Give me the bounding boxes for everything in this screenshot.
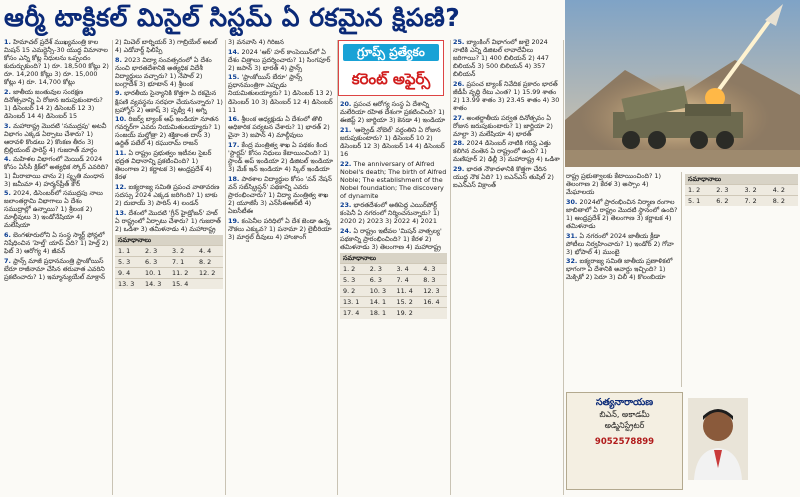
- question-number: 29.: [453, 165, 467, 174]
- author-box: [566, 392, 683, 490]
- author-name: సత్యనారాయణ: [595, 397, 654, 408]
- answer-cell: 1. 2: [685, 185, 713, 196]
- answer-key-title: సమాధానాలు: [115, 235, 223, 246]
- quiz-question: [115, 149, 223, 181]
- question-number: 28.: [453, 139, 467, 148]
- question-text: ఐక్యరాజ్య సమితి జాతీయ ప్రణాళికలో భాగంగా ఏ దేశానికి అవార్డు ఇచ్చింది? 1) మెక్సికో 2) పెరూ 3) చిలీ 4) కొలంబియా: [566, 257, 673, 282]
- quiz-question: [115, 38, 223, 54]
- quiz-question: [228, 48, 335, 72]
- quiz-question: [228, 217, 335, 241]
- quiz-question: [115, 56, 223, 88]
- quiz-question: [4, 231, 110, 255]
- answer-cell: 3. 4: [394, 264, 421, 275]
- question-number: 4.: [4, 155, 14, 164]
- answer-key-table: [340, 253, 447, 318]
- quiz-question: [340, 100, 447, 124]
- question-number: 23.: [340, 201, 354, 210]
- quiz-question: [566, 198, 678, 230]
- quiz-question: [4, 88, 110, 120]
- question-text: రిజర్వ్ బ్యాంక్ ఆఫ్ ఇండియా నూతన గవర్నర్‌గా ఎవరు నియమితులయ్యారు? 1) సంజయ్ మల్హోత్రా 2) శక్తికాంత దాస్ 3) ఉర్జిత్ పటేల్ 4) రఘురామ్ రాజన్: [115, 115, 221, 148]
- answer-cell: 1. 2: [340, 264, 367, 275]
- answer-cell: 11. 4: [394, 286, 421, 297]
- answer-cell: 2. 3: [142, 245, 169, 256]
- question-number: 25.: [453, 38, 467, 46]
- question-number: 18.: [228, 174, 242, 183]
- question-text: భారత నౌకాదళానికి కొత్తగా చేరిన యుద్ధ నౌక ఏది? 1) ఐఎన్ఎస్ తుషిల్ 2) ఐఎన్ఎస్ విక్రాంత్: [453, 165, 554, 190]
- answer-cell: [196, 278, 223, 289]
- author-phone: 9052578899: [594, 437, 655, 447]
- question-number: 32.: [566, 257, 580, 266]
- answer-cell: 6. 2: [713, 196, 741, 207]
- answer-cell: 3. 2: [169, 245, 196, 256]
- question-text: అంతర్జాతీయ పర్వత దినోత్సవం ఏ రోజున జరుపుకుంటారు? 1) జార్జియా 2) మాల్టా 3) మలేషియా 4) భారత్: [453, 113, 553, 138]
- quiz-question: [340, 227, 447, 251]
- question-text: కంపెనీల పరిధిలో ఏ దేశ జెండా ఉన్న నౌకలు ఎక్కువ? 1) పనామా 2) లైబీరియా 3) మార్షల్ దీవులు 4) హాంకాంగ్: [228, 216, 332, 241]
- question-text: 2) మిచెల్ బార్నియర్ 3) గాబ్రియేల్ అటల్ 4) ఎడోవార్డ్ ఫిలిప్పే: [115, 38, 218, 55]
- answer-cell: 18. 1: [367, 308, 394, 319]
- answer-cell: 10. 1: [142, 267, 169, 278]
- question-number: 12.: [115, 182, 129, 191]
- question-number: 7.: [4, 256, 14, 265]
- quiz-question: [228, 141, 335, 173]
- question-number: 20.: [340, 100, 354, 108]
- answer-cell: 7. 2: [742, 196, 770, 207]
- question-number: 1.: [4, 38, 14, 46]
- question-text: బ్యాంకింగ్ విభాగంలో జులై 2024 నాటికి ఎన్ని డిజిటల్ లావాదేవీలు జరిగాయి? 1) 400 బిలియన్ 2) 447 బిలియన్ 3) 500 బిలియన్ 4) 357 బిలియన్: [453, 38, 549, 79]
- question-text: పాఠశాల విద్యార్థుల కోసం 'వన్ నేషన్ వన్ సబ్‌స్క్రిప్షన్' పథకాన్ని ఎవరు ప్రారంభించారు? 1) విద్యా మంత్రిత్వ శాఖ 2) యూజీసీ 3) ఎన్‌సీఈఆర్‌టీ 4) ఏఐసీటీఈ: [228, 174, 332, 215]
- question-number: 13.: [115, 208, 129, 217]
- quiz-question: [4, 189, 110, 229]
- quiz-question: [340, 126, 447, 158]
- question-text: కేంద్ర మంత్రిత్వ శాఖ ఏ పథకం కింద 'స్టార్టప్' కోసం నిధులు కేటాయించింది? 1) స్టాండ్ అప్ ఇండియా 2) డిజిటల్ ఇండియా 3) మేక్ ఇన్ ఇండియా 4) స్కిల్ ఇండియా: [228, 140, 334, 174]
- quiz-column-3: [228, 38, 335, 497]
- question-text: 2024 డిసెంబర్ నాటికి గరిష్ఠ ఎత్తు కలిగిన వంతెన ఏ రాష్ట్రంలో ఉంది? 1) మణిపూర్ 2) ఢిల్లీ 3) మహారాష్ట్ర 4) ఒడిశా: [453, 139, 560, 164]
- quiz-question: [453, 165, 561, 189]
- quiz-question: [228, 175, 335, 215]
- question-number: 26.: [453, 79, 467, 88]
- question-text: భారతీయ సైన్యానికి కొత్తగా ఏ రకమైన క్షిపణి వ్యవస్థను సరఫరా చేయనున్నారు? 1) బ్రహ్మోస్ 2) ఆకాష్ 3) పృథ్వీ 4) అగ్ని: [115, 89, 223, 114]
- answer-cell: 2. 3: [713, 185, 741, 196]
- author-photo: [688, 398, 748, 480]
- question-text: బెంగళూరులోని ఏ సంస్థ స్మార్ట్ ఫోన్లలో నిషేధించిన 'హెల్త్' యాప్ ఏది? 1) హెల్త్ 2) ఫిట్ 3) ఆరోగ్య 4) జీవన్: [4, 231, 109, 256]
- question-text: 2023 విద్యా సంవత్సరంలో ఏ దేశం నుంచి భారతదేశానికి అత్యధిక విదేశీ విద్యార్థులు వచ్చారు? 1) నేపాల్ 2) బంగ్లాదేశ్ 3) భూటాన్ 4) శ్రీలంక: [115, 55, 212, 88]
- quiz-question: [340, 201, 447, 225]
- question-text: 'ఆల్ఫ్రెడ్ నోబెల్' వర్ధంతిని ఏ రోజున జరుపుకుంటారు? 1) డిసెంబర్ 10 2) డిసెంబర్ 12 3) డిసెంబర్ 14 4) డిసెంబర్ 16: [340, 125, 445, 158]
- column-divider: [225, 40, 226, 495]
- question-number: 16.: [228, 115, 242, 124]
- question-text: The anniversary of Alfred Nobel's death; The birth of Alfred Noble; The establishment of the Nobel foundation; The discovery of dynamite: [340, 159, 447, 200]
- quiz-column-4: [340, 100, 447, 497]
- question-number: 22.: [340, 159, 354, 168]
- quiz-question: [4, 155, 110, 187]
- answer-cell: 16. 4: [420, 297, 447, 308]
- question-number: 11.: [115, 148, 129, 157]
- question-number: 9.: [115, 89, 125, 98]
- answer-cell: 14. 1: [367, 297, 394, 308]
- answer-cell: 13. 3: [115, 278, 142, 289]
- question-text: మహిళల విభాగంలో మెయిడ్ 2024 కోసం ఏసీసీ క్రిక్‌లో అత్యధిక స్కోర్ ఎవరిది? 1) మీరాబాయి చాను 2) స్మృతి మంధాన 3) జమీమా 4) హర్మన్‌ప్రీత్ కౌర్: [4, 155, 109, 188]
- answer-cell: 5. 1: [685, 196, 713, 207]
- question-number: 15.: [228, 73, 242, 82]
- quiz-question: [115, 209, 223, 233]
- question-number: 3.: [4, 121, 14, 130]
- answer-cell: 7. 4: [394, 275, 421, 286]
- answer-key-table: [115, 235, 223, 289]
- quiz-question: [228, 73, 335, 113]
- missile-photo-illustration: [565, 0, 800, 167]
- quiz-question: [228, 115, 335, 139]
- question-number: 2.: [4, 87, 14, 96]
- question-text: మహారాష్ట్ర మొదటి 'సముద్రపు' అటవీ విభాగం ఎక్కడ ఏర్పాటు చేశారు? 1) ఆరావళి కొండలు 2) కొంకణ తీరం 3) బ్రిల్లియంట్ ఫారెస్ట్ 4) గుజరాత్ మార్గం: [4, 121, 107, 154]
- question-number: 24.: [340, 227, 354, 236]
- question-text: ఏ నగరంలో 2024 జాతీయ క్రీడా పోటీలు నిర్వహించారు? 1) ఇండోర్ 2) గోవా 3) భోపాల్ 4) ముంబై: [566, 231, 674, 256]
- page-headline: ఆర్మీ టాక్టికల్ మిసైల్ సిస్టమ్ ఏ రకమైన క్షిపణి?: [4, 3, 461, 32]
- missile-launch-photo: [565, 0, 800, 167]
- author-line-1: బిఎన్‌, అకాడమీ: [599, 410, 650, 419]
- question-number: 17.: [228, 140, 242, 149]
- question-number: 30.: [566, 197, 580, 206]
- question-text: దేశంలో మొదటి 'గ్రీన్ హైడ్రోజన్' హబ్ ఏ రాష్ట్రంలో ఏర్పాటు చేశారు? 1) గుజరాత్ 2) ఒడిశా 3) తమిళనాడు 4) మహారాష్ట్ర: [115, 208, 221, 233]
- answer-cell: 9. 2: [340, 286, 367, 297]
- quiz-question: [4, 38, 110, 86]
- answer-cell: 1. 1: [115, 245, 142, 256]
- answer-cell: 4. 3: [420, 264, 447, 275]
- answer-cell: 4. 2: [770, 185, 798, 196]
- answer-key-title: సమాధానాలు: [685, 174, 798, 185]
- column-divider: [112, 40, 113, 495]
- quiz-question: [453, 114, 561, 138]
- answer-key-title: సమాధానాలు: [340, 253, 447, 264]
- quiz-question: [4, 122, 110, 154]
- answer-cell: 5. 3: [340, 275, 367, 286]
- question-text: జాతీయ జంతువుల సంరక్షణ దినోత్సవాన్ని ఏ రోజున జరుపుకుంటారు? 1) డిసెంబర్ 14 2) డిసెంబర్ 12 3) డిసెంబర్ 14 4) డిసెంబర్ 15: [4, 87, 103, 121]
- quiz-question: [115, 89, 223, 113]
- question-number: 6.: [4, 231, 14, 240]
- quiz-column-5: [453, 38, 561, 497]
- quiz-column-1: [4, 38, 110, 497]
- answer-cell: [420, 308, 447, 319]
- question-number: 19.: [228, 216, 242, 225]
- quiz-column-7: [685, 172, 798, 390]
- answer-cell: 13. 1: [340, 297, 367, 308]
- quiz-question: [453, 38, 561, 78]
- answer-cell: 15. 4: [169, 278, 196, 289]
- question-number: 27.: [453, 113, 467, 122]
- answer-cell: 14. 3: [142, 278, 169, 289]
- answer-cell: 17. 4: [340, 308, 367, 319]
- quiz-question: [566, 172, 678, 196]
- banner-current-affairs-label: కరెంట్ అఫైర్స్: [351, 70, 431, 88]
- column-divider: [337, 40, 338, 495]
- answer-cell: 6. 3: [142, 256, 169, 267]
- question-number: 14.: [228, 47, 242, 56]
- question-text: 2024 'ఆర్' హర్ కాంపెయిన్‌లో ఏ దేశం చిత్రాలు ప్రదర్శించారు? 1) సింగపూర్ 2) జపాన్ 3) భారత్ 4) ఫ్రాన్స్: [228, 47, 331, 72]
- question-text: ఏ రాష్ట్రం ప్రభుత్వం ఇటీవల సైబర్ భద్రత విధానాన్ని ప్రకటించింది? 1) తెలంగాణ 2) కర్ణాటక 3) ఆంధ్రప్రదేశ్ 4) కేరళ: [115, 148, 212, 182]
- answer-cell: 12. 2: [196, 267, 223, 278]
- column-divider: [681, 172, 682, 387]
- quiz-question: [228, 38, 335, 46]
- quiz-question: [566, 257, 678, 281]
- answer-cell: 11. 2: [169, 267, 196, 278]
- answer-cell: 2. 3: [367, 264, 394, 275]
- question-text: ప్రపంచ ఆరోగ్య సంస్థ ఏ దేశాన్ని మలేరియా రహిత దేశంగా ప్రకటించింది? 1) ఈజిప్ట్ 2) జార్జియా 3) కెనడా 4) ఇండియా: [340, 100, 446, 125]
- question-text: 3) వనవాసి 4) గిరిజన: [228, 38, 284, 46]
- question-text: హిమాచల్ ప్రదేశ్ ముఖ్యమంత్రి కాల మిషన్ 15 ఎమర్జెన్సీ-30 యుద్ధ విమానాల కోసం ఎన్ని కోట్ల నిధులను ఒప్పందం కుదుర్చుకుంది? 1) రూ. 18,500 కోట్లు 2) రూ. 14,200 కోట్లు 3) రూ. 15,000 కోట్లు 4) రూ. 14,700 కోట్లు: [4, 38, 109, 87]
- quiz-question: [4, 257, 110, 281]
- answer-cell: 3. 2: [742, 185, 770, 196]
- quiz-question: [115, 115, 223, 147]
- answer-cell: 6. 3: [367, 275, 394, 286]
- quiz-question: [453, 80, 561, 112]
- question-text: ఏ రాష్ట్రం ఇటీవల 'మిషన్ వాత్సల్య' పథకాన్ని ప్రారంభించింది? 1) కేరళ 2) తమిళనాడు 3) తెలంగాణ 4) మహారాష్ట్ర: [340, 227, 442, 252]
- banner-groups-label: గ్రూప్స్ ప్రత్యేకం: [343, 44, 439, 61]
- answer-cell: 4. 4: [196, 245, 223, 256]
- question-text: శ్రీలంక అధ్యక్షుడు ఏ దేశంలో తొలి అధికారిక పర్యటన చేశారు? 1) భారత్ 2) చైనా 3) జపాన్ 4) మాల్దీవులు: [228, 115, 330, 140]
- quiz-column-6: [566, 172, 678, 390]
- answer-cell: 7. 1: [169, 256, 196, 267]
- answer-cell: 8. 2: [770, 196, 798, 207]
- quiz-question: [115, 183, 223, 207]
- column-divider: [450, 40, 451, 495]
- question-number: 31.: [566, 231, 580, 240]
- question-number: 21.: [340, 125, 354, 134]
- answer-cell: 9. 4: [115, 267, 142, 278]
- quiz-column-2: [115, 38, 223, 497]
- quiz-question: [340, 160, 447, 200]
- answer-key-table: [685, 174, 798, 206]
- answer-cell: 8. 2: [196, 256, 223, 267]
- question-text: ఐక్యరాజ్య సమితి ప్రపంచ వాతావరణ సదస్సు 2024 ఎక్కడ జరిగింది? 1) బాకు 2) దుబాయ్ 3) పారిస్ 4) లండన్: [115, 182, 220, 207]
- question-number: 10.: [115, 115, 129, 124]
- question-text: 'ఫ్రాంకోయిస్ బేరూ' ఫ్రాన్స్ ప్రధానమంత్రిగా ఎప్పుడు నియమితులయ్యారు? 1) డిసెంబర్ 13 2) డిసెంబర్ 10 3) డిసెంబర్ 12 4) డిసెంబర్ 11: [228, 73, 333, 114]
- question-text: 2024లో ప్రారంభించిన నిర్మాణ రంగాల జాబితాలో ఏ రాష్ట్రం మొదటి స్థానంలో ఉంది? 1) ఆంధ్రప్రదేశ్ 2) తెలంగాణ 3) కర్ణాటక 4) తమిళనాడు: [566, 197, 678, 230]
- question-text: రాష్ట్ర ప్రభుత్వాలకు కేటాయించింది? 1) తెలంగాణ 2) కేరళ 3) అస్సాం 4) మేఘాలయ: [566, 172, 661, 197]
- section-banner: [338, 40, 444, 96]
- quiz-question: [453, 139, 561, 163]
- answer-cell: 12. 3: [420, 286, 447, 297]
- column-divider: [563, 40, 564, 495]
- question-number: 5.: [4, 189, 14, 198]
- answer-cell: 8. 3: [420, 275, 447, 286]
- question-text: 2024, డిసెంబర్‌లో సముద్రపు నాలు జలాంతర్గామి విభాగాలు ఏ దేశం సముద్రాల్లో ఉన్నాయి? 1) శ్రీలంక 2) మాల్దీవులు 3) ఇండోనేషియా 4) మలేషియా: [4, 189, 103, 230]
- answer-cell: 5. 3: [115, 256, 142, 267]
- question-text: భారతదేశంలో అతిపెద్ద ఎయిర్‌పోర్ట్ కంపెనీ ఏ నగరంలో నిర్మించనున్నారు? 1) 2020 2) 2023 3) 2022 4) 2021: [340, 201, 440, 226]
- author-line-2: అడ్మినిస్ట్రేటర్: [604, 421, 645, 430]
- question-number: 8.: [115, 55, 125, 64]
- answer-cell: 15. 2: [394, 297, 421, 308]
- question-text: ప్రపంచ బ్యాంక్ నివేదిక ప్రకారం భారత్ జీడీపీ వృద్ధి రేటు ఎంత? 1) 15.99 శాతం 2) 13.99 శాతం 3) 23.45 శాతం 4) 30 శాతం: [453, 79, 560, 112]
- answer-cell: 19. 2: [394, 308, 421, 319]
- quiz-question: [566, 232, 678, 256]
- answer-cell: 10. 3: [367, 286, 394, 297]
- question-text: ఫ్రాన్స్ మాజీ ప్రధానమంత్రి ఫ్రాంకోయిస్ బేరూ రాజీనామా చేసిన తరువాత ఎవరిని ప్రకటించారు? 1) ఇమ్మాన్యుయేల్ మాక్రాన్: [4, 256, 105, 281]
